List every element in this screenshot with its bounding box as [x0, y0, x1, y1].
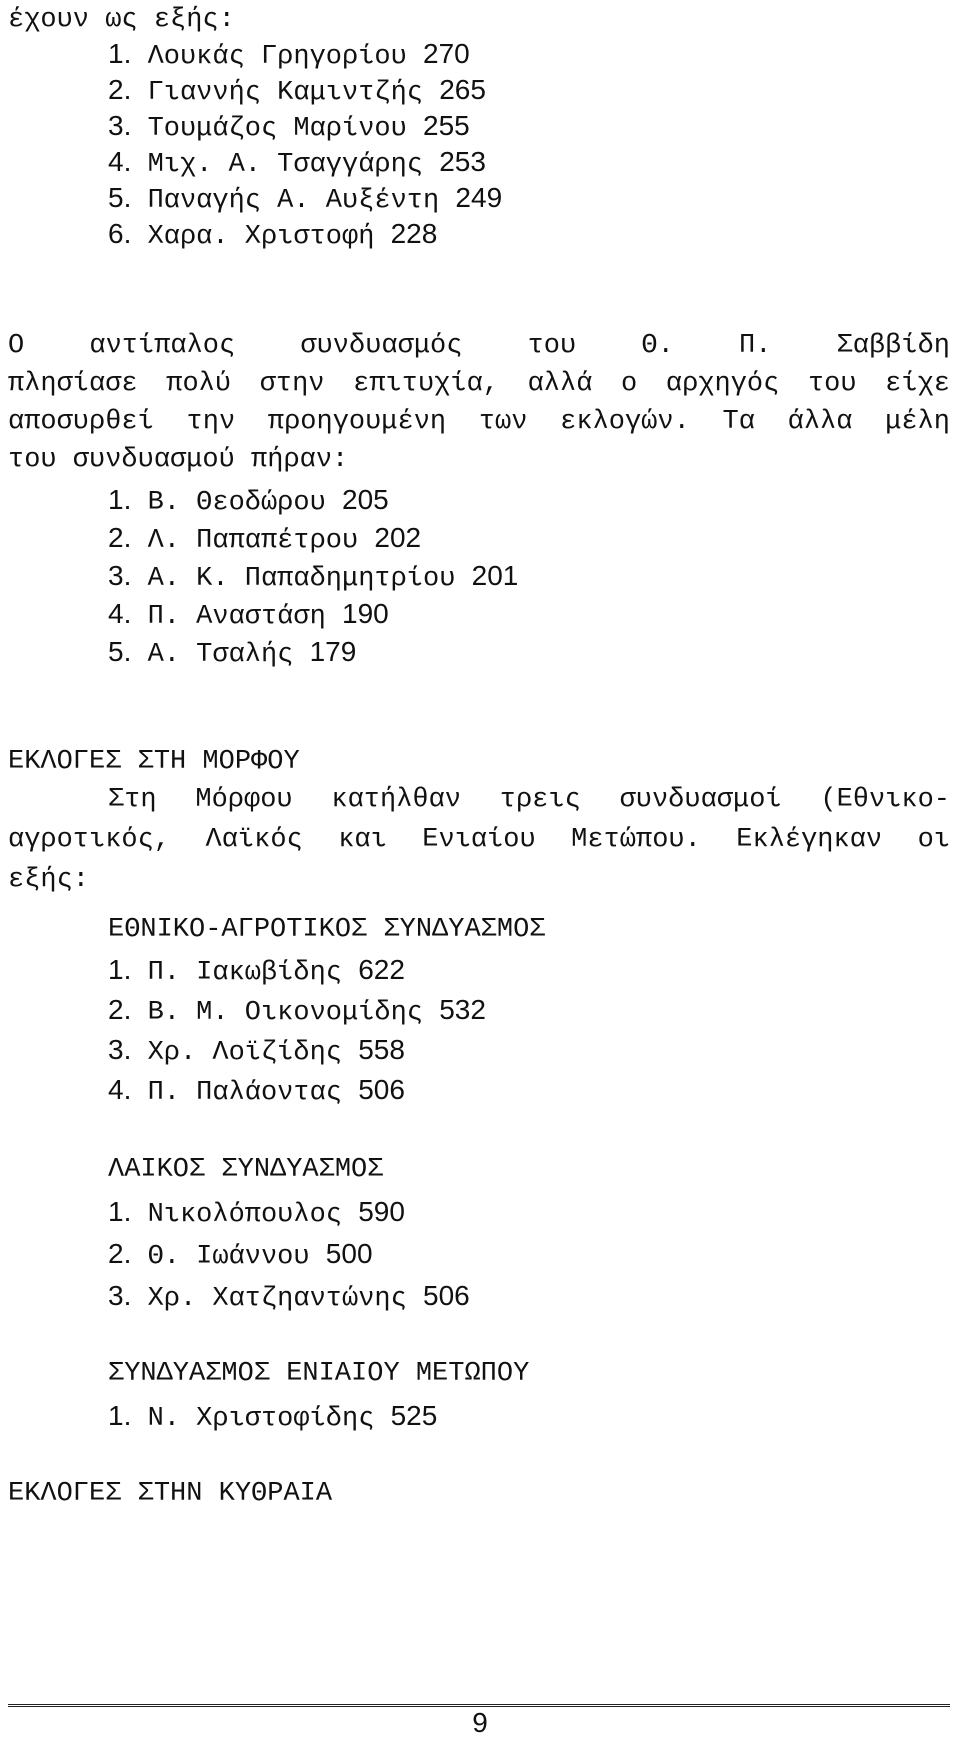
candidate-name: Α. Τσαλής — [147, 640, 294, 670]
candidate-name: Ν. Χριστοφίδης — [147, 1404, 375, 1434]
item-number: 1. — [108, 38, 132, 69]
item-number: 4. — [108, 598, 132, 629]
candidate-name: Νικολόπουλος — [147, 1200, 342, 1230]
item-number: 1. — [108, 1400, 132, 1431]
paragraph-line: εξής: — [8, 865, 90, 895]
footer-divider — [8, 1704, 950, 1705]
paragraph-line: του συνδυασμού πήραν: — [8, 445, 349, 475]
vote-count: 255 — [423, 110, 470, 141]
item-number: 3. — [108, 1034, 132, 1065]
candidate-name: Τουμάζος Μαρίνου — [147, 114, 407, 144]
vote-count: 253 — [439, 146, 486, 177]
item-number: 1. — [108, 954, 132, 985]
list-item — [108, 480, 389, 523]
vote-count: 270 — [423, 38, 470, 69]
list-item — [108, 632, 356, 675]
paragraph-line: Ο αντίπαλος συνδυασμός του Θ. Π. Σαββίδη — [8, 331, 950, 361]
candidate-name: Μιχ. Α. Τσαγγάρης — [147, 150, 424, 180]
item-number: 5. — [108, 636, 132, 667]
coalition-title: ΣΥΝΔΥΑΣΜΟΣ ΕΝΙΑΙΟΥ ΜΕΤΩΠΟΥ — [108, 1359, 530, 1389]
list-item — [108, 556, 518, 599]
intro-text: έχουν ως εξής: — [8, 5, 235, 35]
paragraph-line: πλησίασε πολύ στην επιτυχία, αλλά ο αρχηγός του είχε — [8, 369, 950, 399]
vote-count: 201 — [471, 560, 519, 591]
item-number: 3. — [108, 1280, 132, 1311]
vote-count: 506 — [358, 1074, 405, 1105]
candidate-name: Παναγής Α. Αυξέντη — [147, 186, 440, 216]
list-item — [108, 950, 405, 993]
paragraph-line: Στη Μόρφου κατήλθαν τρεις συνδυασμοί (Εθνικο- — [108, 785, 950, 815]
candidate-name: Β. Μ. Οικονομίδης — [147, 998, 424, 1028]
item-number: 2. — [108, 1238, 132, 1269]
candidate-name: Α. Κ. Παπαδημητρίου — [147, 564, 456, 594]
list-item — [108, 1276, 470, 1319]
coalition-title: ΛΑΙΚΟΣ ΣΥΝΔΥΑΣΜΟΣ — [108, 1155, 384, 1185]
paragraph-line: αποσυρθεί την προηγουμένη των εκλογών. Τα άλλα μέλη — [8, 407, 950, 437]
vote-count: 558 — [358, 1034, 405, 1065]
candidate-name: Π. Παλάοντας — [147, 1078, 342, 1108]
paragraph-line: αγροτικός, Λαϊκός και Ενιαίου Μετώπου. Εκλέγηκαν οι — [8, 825, 950, 855]
item-number: 1. — [108, 484, 132, 515]
vote-count: 249 — [455, 182, 503, 213]
list-item — [108, 990, 486, 1033]
candidate-name: Π. Αναστάση — [147, 602, 326, 632]
section-heading: ΕΚΛΟΓΕΣ ΣΤΗ ΜΟΡΦΟΥ — [8, 747, 300, 777]
item-number: 3. — [108, 110, 132, 141]
item-number: 1. — [108, 1196, 132, 1227]
candidate-name: Β. Θεοδώρου — [147, 488, 326, 518]
item-number: 2. — [108, 994, 132, 1025]
coalition-title: ΕΘΝΙΚΟ-ΑΓΡΟΤΙΚΟΣ ΣΥΝΔΥΑΣΜΟΣ — [108, 915, 546, 945]
vote-count: 622 — [358, 954, 405, 985]
vote-count: 500 — [325, 1238, 373, 1269]
section-heading: ΕΚΛΟΓΕΣ ΣΤΗΝ ΚΥΘΡΑΙΑ — [8, 1479, 333, 1509]
item-number: 3. — [108, 560, 132, 591]
vote-count: 205 — [342, 484, 389, 515]
candidate-name: Χρ. Χατζηαντώνης — [147, 1284, 407, 1314]
list-item — [108, 1192, 405, 1235]
vote-count: 590 — [358, 1196, 405, 1227]
vote-count: 265 — [439, 74, 486, 105]
vote-count: 525 — [390, 1400, 438, 1431]
candidate-name: Χρ. Λοϊζίδης — [147, 1038, 342, 1068]
item-number: 4. — [108, 146, 132, 177]
candidate-name: Χαρα. Χριστοφή — [147, 222, 375, 252]
list-item — [108, 1030, 405, 1073]
list-item — [108, 214, 437, 257]
candidate-name: Θ. Ιωάννου — [147, 1242, 310, 1272]
page-number: 9 — [472, 1707, 488, 1738]
vote-count: 532 — [439, 994, 486, 1025]
list-item — [108, 1234, 373, 1277]
item-number: 2. — [108, 74, 132, 105]
list-item — [108, 518, 421, 561]
item-number: 5. — [108, 182, 132, 213]
list-item — [108, 1070, 405, 1113]
vote-count: 202 — [374, 522, 422, 553]
item-number: 4. — [108, 1074, 132, 1105]
vote-count: 228 — [390, 218, 438, 249]
candidate-name: Λ. Παπαπέτρου — [147, 526, 359, 556]
vote-count: 190 — [342, 598, 389, 629]
candidate-name: Γιαννής Καμιντζής — [147, 78, 424, 108]
item-number: 2. — [108, 522, 132, 553]
candidate-name: Λουκάς Γρηγορίου — [147, 42, 407, 72]
list-item — [108, 594, 389, 637]
list-item — [108, 1396, 437, 1439]
candidate-name: Π. Ιακωβίδης — [147, 958, 342, 988]
vote-count: 506 — [423, 1280, 470, 1311]
item-number: 6. — [108, 218, 132, 249]
vote-count: 179 — [309, 636, 357, 667]
